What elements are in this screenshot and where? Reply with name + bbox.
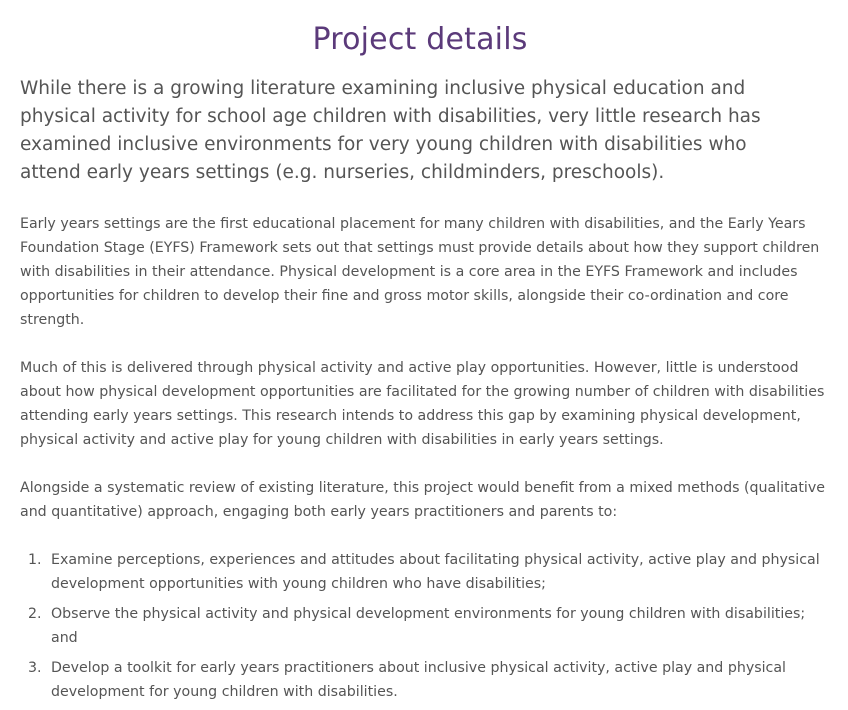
list-item-number: 2. — [28, 606, 42, 622]
list-item — [20, 548, 830, 596]
list-item-text: Examine perceptions, experiences and attitudes about facilitating physical activity, active play and physical development opportunities with young children who have disabilities; — [51, 552, 820, 592]
list-item — [20, 602, 830, 650]
body-paragraph-eyfs: Early years settings are the first educational placement for many children with disabilities, and the Early Years Foundation Stage (EYFS) Framework sets out that settings must provide details about how they support children with disabilities in their attendance. Physical development is a core area in the EYFS Framework and includes opportunities for children to develop their fine and gross motor skills, alongside their co-ordination and core strength. — [20, 216, 820, 328]
objectives-list — [20, 548, 830, 710]
body-paragraph-physical-activity: Much of this is delivered through physical activity and active play opportunities. However, little is understood about how physical development opportunities are facilitated for the growing number of children with disabilities attending early years settings. This research intends to address this gap by examining physical development, physical activity and active play for young children with disabilities in early years settings. — [20, 360, 825, 448]
list-item-text: Develop a toolkit for early years practitioners about inclusive physical activity, active play and physical development for young children with disabilities. — [51, 660, 786, 700]
list-item — [20, 656, 830, 704]
body-paragraph-methods: Alongside a systematic review of existing literature, this project would benefit from a mixed methods (qualitative and quantitative) approach, engaging both early years practitioners and parents to: — [20, 480, 825, 520]
page-title: Project details — [312, 22, 528, 57]
list-item-number: 1. — [28, 552, 42, 568]
list-item-text: Observe the physical activity and physical development environments for young children with disabilities; and — [51, 606, 806, 646]
list-item-number: 3. — [28, 660, 42, 676]
lead-paragraph: While there is a growing literature examining inclusive physical education and physical activity for school age children with disabilities, very little research has examined inclusive environments for very young children with disabilities who attend early years settings (e.g. nurseries, childminders, preschools). — [20, 78, 761, 183]
